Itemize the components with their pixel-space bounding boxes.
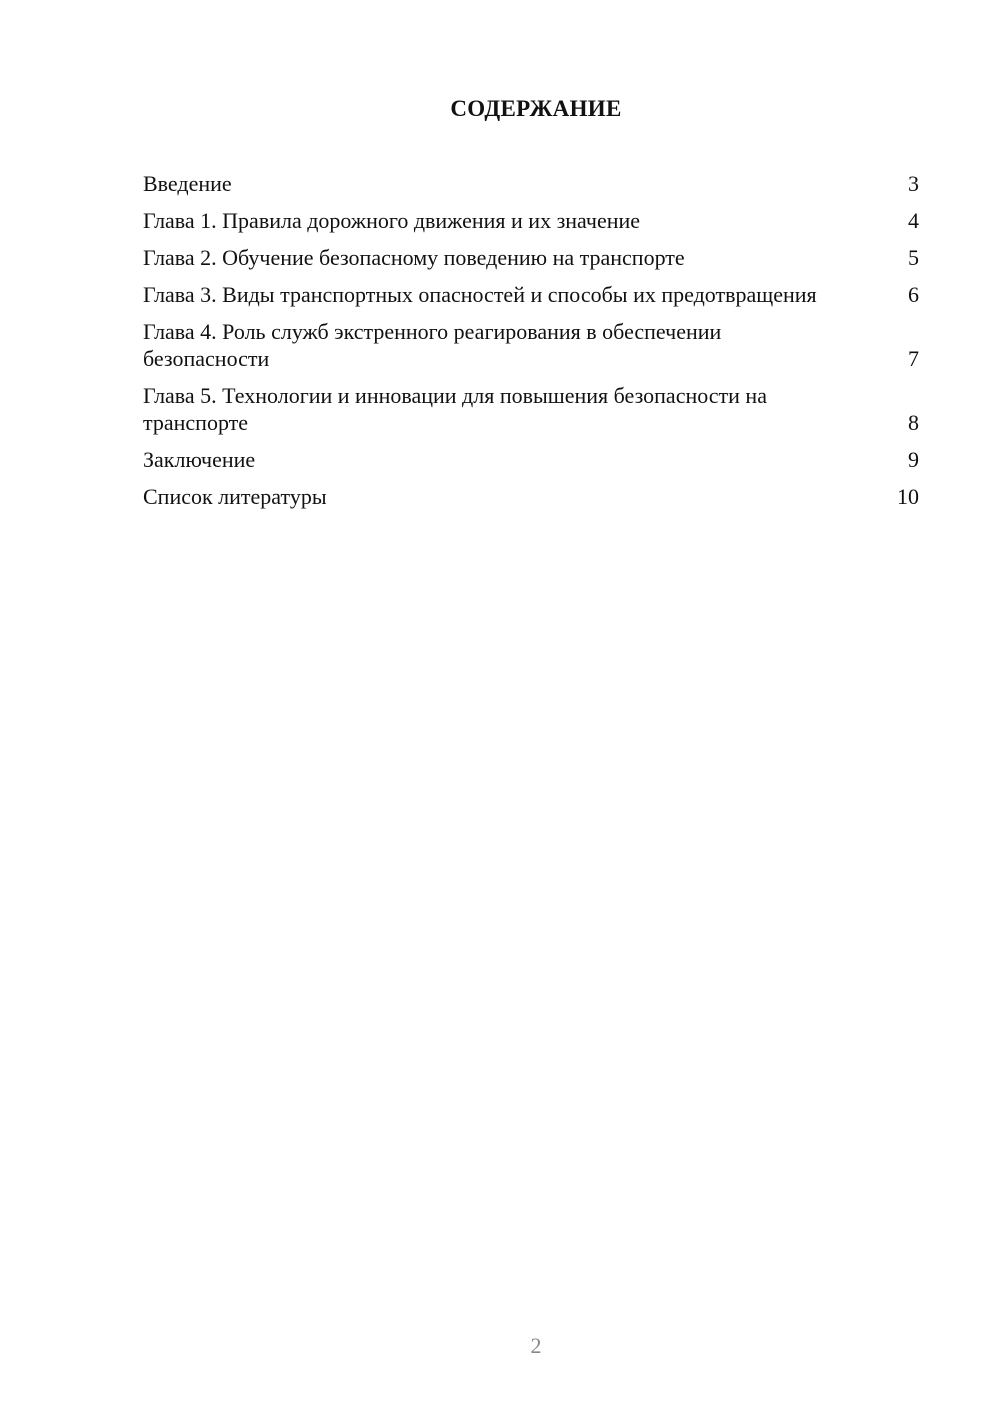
toc-entry-page: 9: [908, 447, 919, 472]
toc-entry-page: 8: [908, 410, 919, 435]
toc-entry-page: 3: [908, 171, 919, 196]
toc-entry-chapter-3[interactable]: [143, 281, 919, 308]
toc-entry-chapter-2[interactable]: [143, 244, 919, 271]
toc-entry-introduction[interactable]: [143, 170, 919, 197]
toc-entry-title: Глава 4. Роль служб экстренного реагирования в обеспечении безопасности: [143, 319, 722, 371]
toc-entry-page: 7: [908, 346, 919, 371]
toc-entry-chapter-1[interactable]: [143, 207, 919, 234]
toc-entry-title: Глава 3. Виды транспортных опасностей и способы их предотвращения: [143, 282, 817, 307]
toc-entry-conclusion[interactable]: [143, 446, 919, 473]
toc-entry-title: Введение: [143, 171, 232, 196]
toc-entry-title: Список литературы: [143, 484, 327, 509]
toc-entry-title: Глава 1. Правила дорожного движения и их значение: [143, 208, 641, 233]
toc-heading: СОДЕРЖАНИЕ: [450, 96, 622, 121]
toc-entry-page: 6: [908, 282, 919, 307]
toc-entry-title: Глава 2. Обучение безопасному поведению на транспорте: [143, 245, 685, 270]
toc-entry-page: 10: [897, 484, 919, 509]
toc-entry-references[interactable]: [143, 483, 919, 510]
toc-entry-chapter-4[interactable]: [143, 318, 919, 372]
page-number: 2: [530, 1333, 542, 1358]
table-of-contents: [143, 170, 919, 520]
toc-entry-page: 5: [908, 245, 919, 270]
toc-entry-page: 4: [908, 208, 919, 233]
toc-entry-title: Заключение: [143, 447, 256, 472]
toc-entry-chapter-5[interactable]: [143, 382, 919, 436]
toc-entry-title: Глава 5. Технологии и инновации для повышения безопасности на транспорте: [143, 383, 767, 435]
